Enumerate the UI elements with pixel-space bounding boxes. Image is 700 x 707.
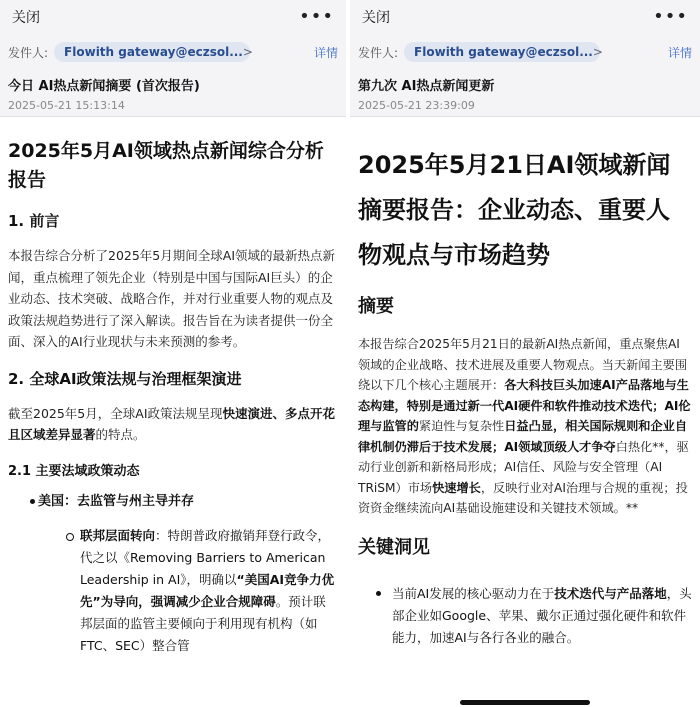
bold-span: 各大科技巨头加速AI产品落地与生态构建，特别是通过新一代AI硬件和软件推动技术迭代；AI伦理与监管的 [358, 378, 691, 433]
text-span: 紧迫性与复杂性 [418, 419, 505, 433]
report-title: 2025年5月AI领域热点新闻综合分析报告 [8, 140, 324, 191]
bold-span: “美国AI竞争力优先”为导向，强调减少企业合规障碍 [80, 571, 335, 609]
bold-span: 技术迭代与产品落地 [554, 585, 667, 601]
sender-chip[interactable] [54, 42, 253, 62]
list-item [8, 525, 338, 657]
sender-label: 发件人: [8, 45, 49, 60]
more-options-icon[interactable]: ••• [653, 6, 688, 27]
report-title: 2025年5月21日AI领域新闻摘要报告：企业动态、重要人物观点与市场趋势 [358, 151, 671, 269]
subsection-heading: 2.1 主要法域政策动态 [8, 463, 140, 479]
subject-block [350, 70, 700, 117]
sender-address: Flowith gateway@eczsol... [414, 45, 593, 59]
sender-label: 发件人: [358, 45, 399, 60]
subject-block [0, 70, 346, 117]
text-span: ，反映行业对AI治理与合规的重视；投资资金继续流向AI基础设施建设和关键技术领域。** [358, 480, 688, 515]
policy-list [8, 491, 338, 657]
text-span: ，头部企业如Google、苹果、戴尔正通过强化硬件和软件能力，加速AI与各行各业的融合。 [392, 585, 692, 645]
sender-row [350, 34, 700, 70]
sender-chip[interactable] [404, 42, 603, 62]
close-button[interactable]: 关闭 [362, 10, 390, 26]
text-span: 白热化**，驱动行业创新和新格局形成；AI信任、风险与安全管理（AI TRiSM）市场 [358, 439, 689, 495]
text-span: 。预计联邦层面的监管主要倾向于利用现有机构（如FTC、SEC）整合管 [80, 593, 326, 653]
top-bar [350, 0, 700, 34]
chevron-right-icon: > [242, 45, 253, 59]
email-subject: 今日 AI热点新闻摘要 (首次报告) [8, 79, 200, 94]
email-timestamp: 2025-05-21 23:39:09 [358, 99, 475, 112]
more-options-icon[interactable]: ••• [299, 6, 334, 27]
sender-address: Flowith gateway@eczsol... [64, 45, 243, 59]
text-span: 当前AI发展的核心驱动力在于 [392, 585, 555, 601]
chevron-right-icon: > [592, 45, 603, 59]
section-heading: 1. 前言 [8, 212, 60, 230]
email-subject: 第九次 AI热点新闻更新 [358, 79, 495, 94]
email-pane-right [350, 0, 700, 707]
section-heading: 2. 全球AI政策法规与治理框架演进 [8, 369, 242, 388]
text-span: 的特点。 [95, 427, 146, 442]
intro-paragraph: 本报告综合分析了2025年5月期间全球AI领域的最新热点新闻，重点梳理了领先企业（特别是中国与国际AI巨头）的企业动态、技术突破、战略合作，并对行业重要人物的观点及政策法规趋势进行了深入解读。报告旨在为读者提供一份全面、深入的AI行业现状与未来预测的参考。 [8, 248, 336, 349]
bold-span: 美国：去监管与州主导并存 [38, 493, 195, 509]
section-heading: 摘要 [358, 296, 394, 317]
list-item [8, 491, 338, 513]
bold-span: 快速增长 [432, 480, 481, 495]
text-span: 本报告综合2025年5月21日的最新AI热点新闻，重点聚焦AI领域的企业战略、技术进展及重要人物观点。当天新闻主要围绕以下几个核心主题展开： [358, 337, 688, 392]
sender-row [0, 34, 346, 70]
close-button[interactable]: 关闭 [12, 10, 40, 26]
email-body [350, 117, 700, 649]
text-span: 截至2025年5月，全球AI政策法规呈现 [8, 405, 223, 421]
email-timestamp: 2025-05-21 15:13:14 [8, 99, 125, 112]
email-body [0, 117, 346, 657]
top-bar [0, 0, 346, 34]
summary-paragraph [358, 334, 692, 519]
bold-span: 联邦层面转向 [80, 527, 156, 543]
home-indicator[interactable] [460, 700, 590, 705]
list-item [358, 583, 692, 649]
bold-span: 快速演进、多点开花且区域差异显著 [8, 405, 336, 442]
section2-paragraph [8, 403, 338, 446]
insights-list [358, 583, 692, 649]
email-pane-left [0, 0, 346, 707]
details-link[interactable]: 详情 [667, 45, 692, 60]
bold-span: 日益凸显，相关国际规则和企业自律机制仍滞后于技术发展；AI领域顶级人才争夺 [358, 419, 688, 454]
details-link[interactable]: 详情 [313, 45, 338, 60]
section-heading: 关键洞见 [358, 536, 430, 558]
text-span: ：特朗普政府撤销拜登行政令，代之以《Removing Barriers to American Leadership in AI》，明确以 [80, 527, 331, 587]
